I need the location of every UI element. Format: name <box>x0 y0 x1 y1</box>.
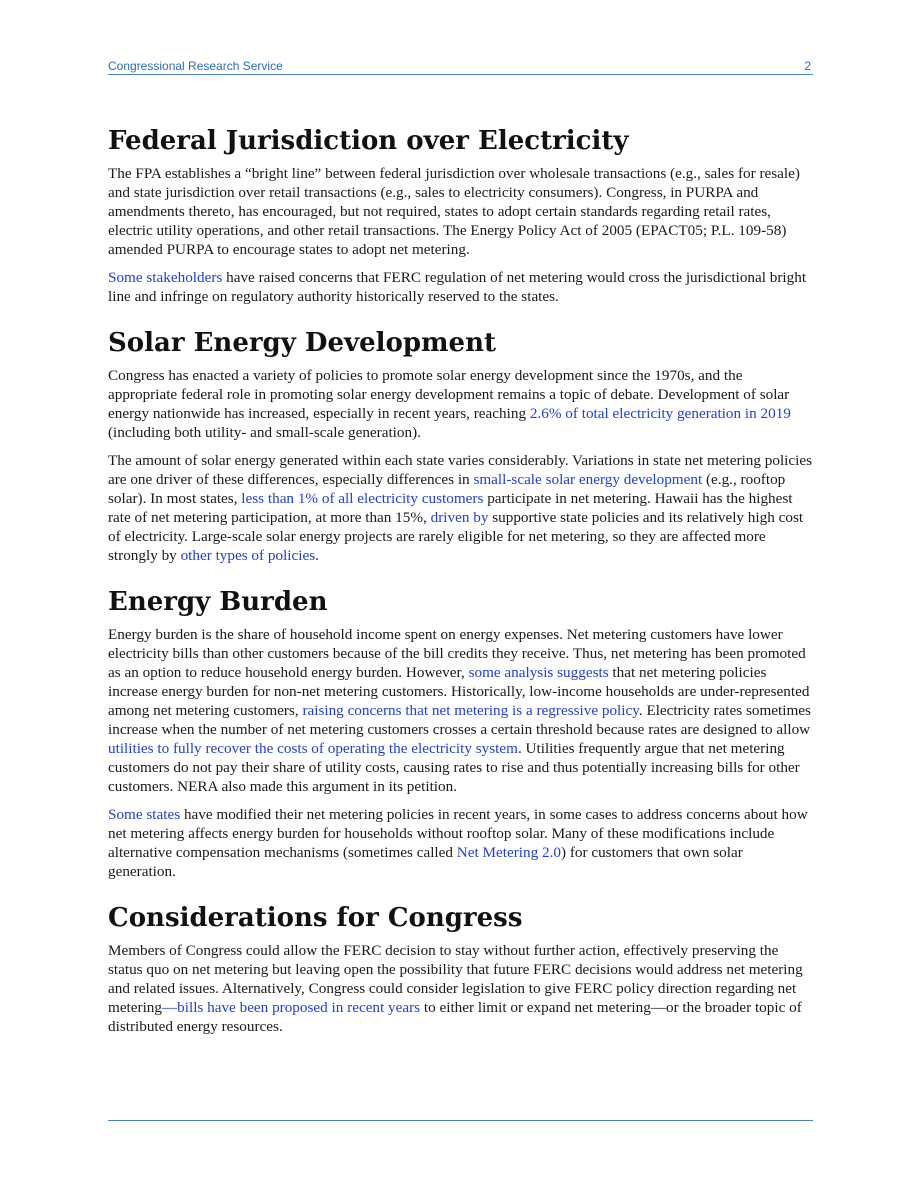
section-heading: Considerations for Congress <box>108 903 523 933</box>
paragraph-text: supportive state policies and its relatively high cost of electricity. Large-scale solar energy projects are rarely eligible for net metering, so they are affected more strongly by <box>108 509 804 564</box>
paragraph-text: that net metering policies increase energy burden for non-net metering customers. Historically, low-income households are under-represented among net metering customers, <box>108 664 810 719</box>
paragraph-text: Members of Congress could allow the FERC decision to stay without further action, effectively preserving the status quo on net metering but leaving open the possibility that future FERC decisions would address net metering and related issues. Alternatively, Congress could consider legislation to give FERC policy direction regarding net metering <box>108 942 803 1016</box>
paragraph-text: . Electricity rates sometimes increase when the number of net metering customers crosses a certain threshold because rates are designed to allow <box>108 702 811 738</box>
paragraph-text: (e.g., rooftop solar). In most states, <box>108 471 786 507</box>
paragraph-text: have raised concerns that FERC regulation of net metering would cross the jurisdictional bright line and infringe on regulatory authority historically reserved to the states. <box>108 269 807 305</box>
hyperlink[interactable]: small-scale solar energy development <box>473 471 703 488</box>
hyperlink[interactable]: Net Metering 2.0 <box>456 844 561 861</box>
hyperlink[interactable]: Some states <box>108 806 181 823</box>
section <box>108 124 813 306</box>
hyperlink[interactable]: utilities to fully recover the costs of operating the electricity system <box>108 740 518 757</box>
section-heading: Federal Jurisdiction over Electricity <box>108 126 629 156</box>
paragraph <box>108 268 813 306</box>
section <box>108 901 813 1036</box>
paragraph-text: Congress has enacted a variety of policies to promote solar energy development since the 1970s, and the appropriate federal role in promoting solar energy development remains a topic of debate. Development of solar energy nationwide has increased, especially in recent years, reaching <box>108 367 790 422</box>
hyperlink[interactable]: raising concerns that net metering is a regressive policy <box>302 702 639 719</box>
paragraph <box>108 625 813 796</box>
paragraph <box>108 941 813 1036</box>
page-number: 2 <box>804 59 811 73</box>
paragraph <box>108 805 813 881</box>
document-body <box>108 124 813 1056</box>
paragraph-text: The FPA establishes a “bright line” between federal jurisdiction over wholesale transactions (e.g., sales for resale) and state jurisdiction over retail transactions (e.g., sales to electricity consumers). Congress, in PURPA and amendments thereto, has encouraged, but not required, states to adopt certain standards regarding retail rates, electric utility operations, and other retail transactions. The Energy Policy Act of 2005 (EPACT05; P.L. 109-58) amended PURPA to encourage states to adopt net metering. <box>108 165 800 258</box>
hyperlink[interactable]: —bills have been proposed in recent years <box>161 999 421 1016</box>
paragraph <box>108 366 813 442</box>
hyperlink[interactable]: driven by <box>430 509 489 526</box>
paragraph-text: . <box>315 547 319 564</box>
page-header <box>108 58 813 75</box>
header-source: Congressional Research Service <box>108 59 283 73</box>
hyperlink[interactable]: Some stakeholders <box>108 269 223 286</box>
paragraph-text: Energy burden is the share of household income spent on energy expenses. Net metering customers have lower electricity bills than other customers because of the bill credits they receive. Thus, net metering has been promoted as an option to reduce household energy burden. However, <box>108 626 806 681</box>
footer-rule <box>108 1120 813 1121</box>
hyperlink[interactable]: less than 1% of all electricity customers <box>241 490 484 507</box>
paragraph-text: participate in net metering. Hawaii has the highest rate of net metering participation, at more than 15%, <box>108 490 793 526</box>
hyperlink[interactable]: some analysis suggests <box>468 664 609 681</box>
paragraph-text: (including both utility- and small-scale generation). <box>108 424 421 441</box>
section-heading: Energy Burden <box>108 587 328 617</box>
paragraph-text: to either limit or expand net metering—or the broader topic of distributed energy resources. <box>108 999 802 1035</box>
paragraph-text: The amount of solar energy generated within each state varies considerably. Variations in state net metering policies are one driver of these differences, especially differences in <box>108 452 813 488</box>
section-heading: Solar Energy Development <box>108 328 496 358</box>
hyperlink[interactable]: other types of policies <box>180 547 316 564</box>
hyperlink[interactable]: 2.6% of total electricity generation in 2019 <box>529 405 791 422</box>
section <box>108 585 813 881</box>
paragraph-text: ) for customers that own solar generation. <box>108 844 743 880</box>
section <box>108 326 813 565</box>
paragraph-text: . Utilities frequently argue that net metering customers do not pay their share of utility costs, causing rates to rise and thus potentially increasing bills for other customers. NERA also made this argument in its petition. <box>108 740 800 795</box>
paragraph <box>108 164 813 259</box>
paragraph <box>108 451 813 565</box>
paragraph-text: have modified their net metering policies in recent years, in some cases to address concerns about how net metering affects energy burden for households without rooftop solar. Many of these modifications include alternative compensation mechanisms (sometimes called <box>108 806 808 861</box>
